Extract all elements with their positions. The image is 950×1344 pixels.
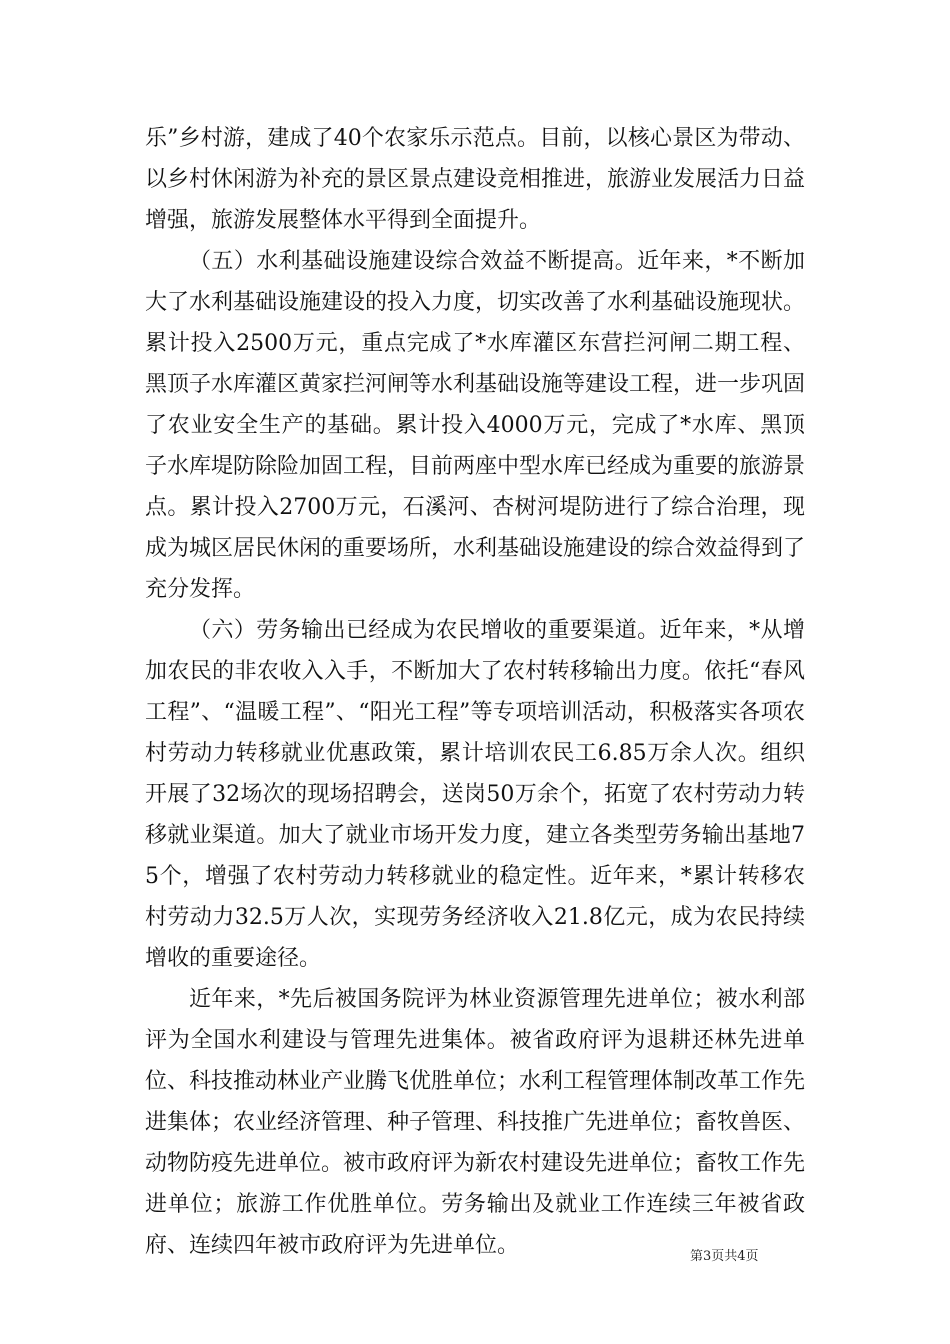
paragraph-tourism-continuation: 乐”乡村游，建成了40个农家乐示范点。目前，以核心景区为带动、以乡村休闲游为补充的景区景点建设竞相推进，旅游业发展活力日益增强，旅游发展整体水平得到全面提升。 [145, 126, 806, 233]
page-number: 第3页共4页 [690, 1249, 759, 1264]
paragraph-honors: 近年来，*先后被国务院评为林业资源管理先进单位；被水利部评为全国水利建设与管理先进集体。被省政府评为退耕还林先进单位、科技推动林业产业腾飞优胜单位；水利工程管理体制改革工作先进集体；农业经济管理、种子管理、科技推广先进单位；畜牧兽医、动物防疫先进单位。被市政府评为新农村建设先进单位；畜牧工作先进单位；旅游工作优胜单位。劳务输出及就业工作连续三年被省政府、连续四年被市政府评为先进单位。 [145, 987, 806, 1258]
paragraph-labor-export: （六）劳务输出已经成为农民增收的重要渠道。近年来，*从增加农民的非农收入入手，不断加大了农村转移输出力度。依托“春风工程”、“温暖工程”、“阳光工程”等专项培训活动，积极落实各项农村劳动力转移就业优惠政策，累计培训农民工6.85万余人次。组织开展了32场次的现场招聘会，送岗50万余个，拓宽了农村劳动力转移就业渠道。加大了就业市场开发力度，建立各类型劳务输出基地75个，增强了农村劳动力转移就业的稳定性。近年来，*累计转移农村劳动力32.5万人次，实现劳务经济收入21.8亿元，成为农民持续增收的重要途径。 [145, 618, 805, 971]
document-body [145, 118, 805, 1266]
paragraph-water-infrastructure: （五）水利基础设施建设综合效益不断提高。近年来，*不断加大了水利基础设施建设的投入力度，切实改善了水利基础设施现状。累计投入2500万元，重点完成了*水库灌区东营拦河闸二期工程、黑顶子水库灌区黄家拦河闸等水利基础设施等建设工程，进一步巩固了农业安全生产的基础。累计投入4000万元，完成了*水库、黑顶子水库堤防除险加固工程，目前两座中型水库已经成为重要的旅游景点。累计投入2700万元，石溪河、杏树河堤防进行了综合治理，现成为城区居民休闲的重要场所，水利基础设施建设的综合效益得到了充分发挥。 [145, 249, 806, 602]
